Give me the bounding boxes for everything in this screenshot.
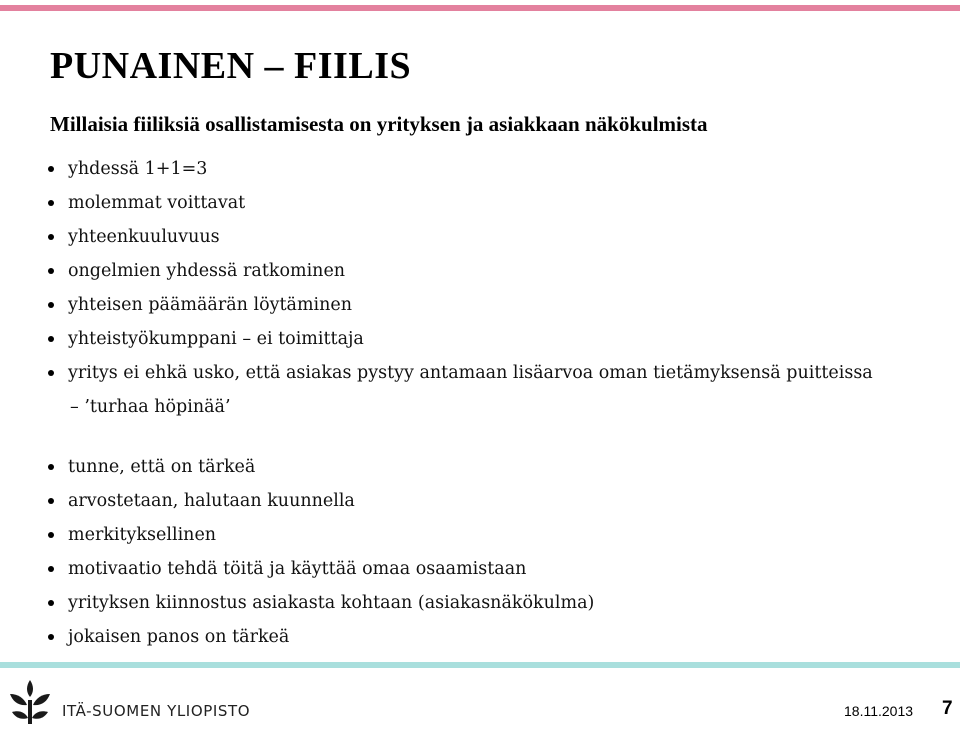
organization-name: ITÄ-SUOMEN YLIOPISTO — [62, 702, 251, 720]
customer-bullet-list — [44, 450, 594, 654]
bullet-icon — [48, 302, 54, 308]
bullet-icon — [48, 634, 54, 640]
list-item: yhteisen päämäärän löytäminen — [44, 288, 873, 322]
bottom-accent-bar — [0, 662, 960, 668]
bullet-icon — [48, 336, 54, 342]
bullet-icon — [48, 464, 54, 470]
slide-subtitle: Millaisia fiiliksiä osallistamisesta on yrityksen ja asiakkaan näkökulmista — [50, 112, 708, 136]
slide-title: PUNAINEN – FIILIS — [50, 45, 412, 87]
bullet-icon — [48, 566, 54, 572]
list-item-line1: yritys ei ehkä usko, että asiakas pystyy antamaan lisäarvoa oman tietämyksensä puitteissa — [68, 363, 873, 383]
list-item: arvostetaan, halutaan kuunnella — [44, 484, 594, 518]
list-item: tunne, että on tärkeä — [44, 450, 594, 484]
footer-date: 18.11.2013 — [844, 703, 914, 719]
top-accent-bar — [0, 5, 960, 11]
company-bullet-list — [44, 152, 873, 424]
list-item-line2: – ’turhaa höpinää’ — [70, 397, 231, 417]
bullet-icon — [48, 532, 54, 538]
list-item: molemmat voittavat — [44, 186, 873, 220]
bullet-icon — [48, 370, 54, 376]
list-item — [44, 356, 873, 424]
bullet-icon — [48, 498, 54, 504]
list-item: yhteenkuuluvuus — [44, 220, 873, 254]
bullet-icon — [48, 268, 54, 274]
bullet-icon — [48, 600, 54, 606]
list-item: merkityksellinen — [44, 518, 594, 552]
university-logo-icon — [8, 678, 52, 726]
list-item: ongelmien yhdessä ratkominen — [44, 254, 873, 288]
list-item: jokaisen panos on tärkeä — [44, 620, 594, 654]
list-item: yrityksen kiinnostus asiakasta kohtaan (asiakasnäkökulma) — [44, 586, 594, 620]
list-item: yhdessä 1+1=3 — [44, 152, 873, 186]
bullet-icon — [48, 200, 54, 206]
page-number: 7 — [942, 698, 953, 719]
list-item: yhteistyökumppani – ei toimittaja — [44, 322, 873, 356]
bullet-icon — [48, 166, 54, 172]
list-item: motivaatio tehdä töitä ja käyttää omaa osaamistaan — [44, 552, 594, 586]
bullet-icon — [48, 234, 54, 240]
